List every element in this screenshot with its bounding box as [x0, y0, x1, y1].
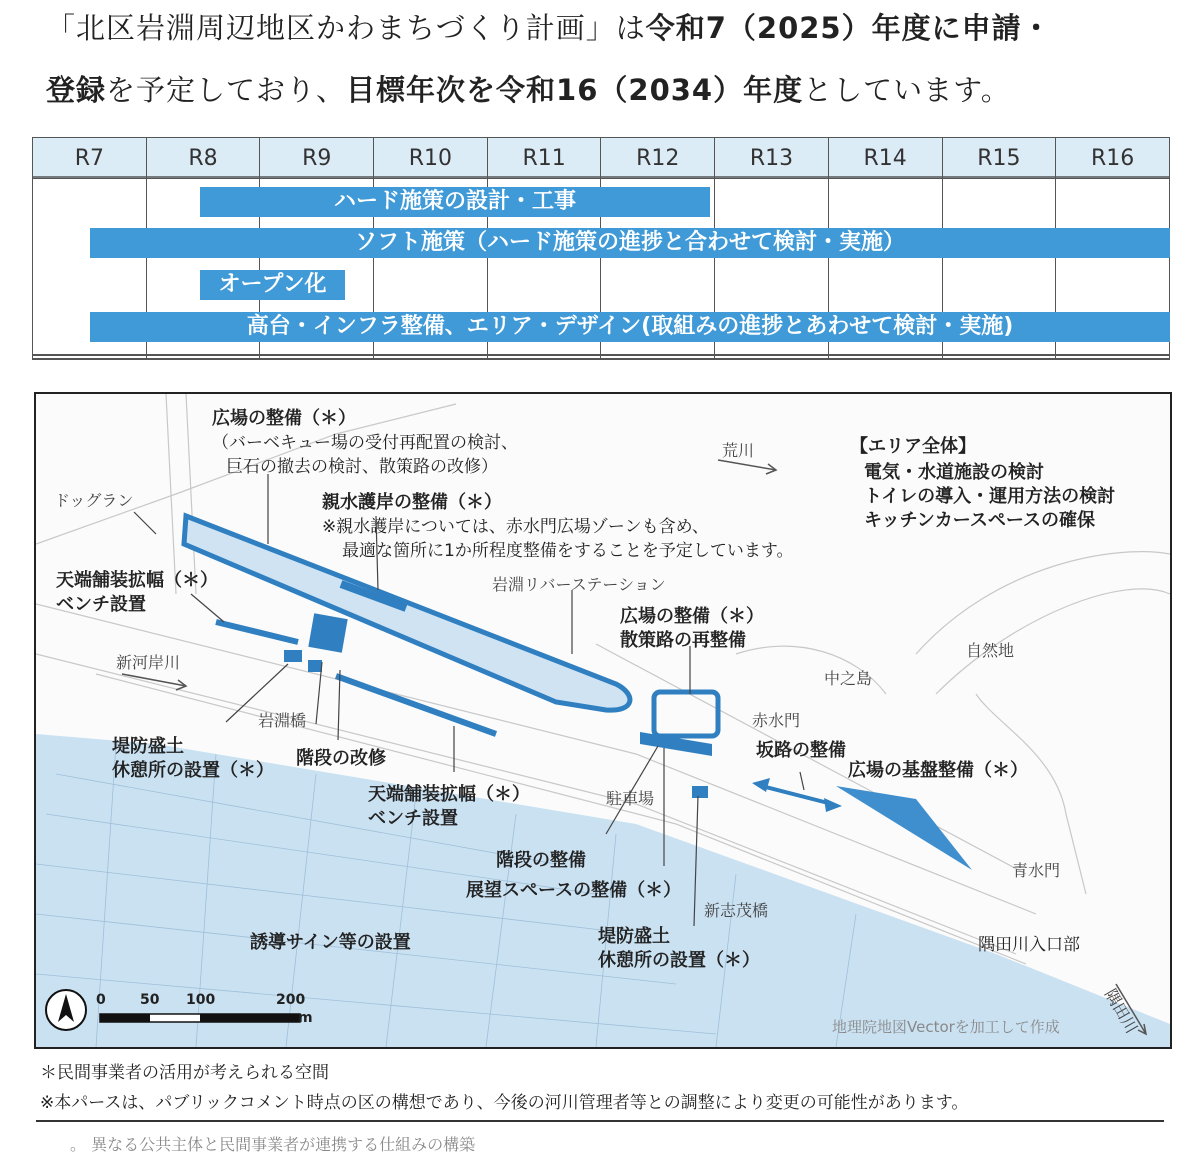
- schedule-header-row: [33, 138, 1170, 179]
- label-viewpoint: 展望スペースの整備（＊）: [466, 880, 682, 901]
- label-slope: 坂路の整備: [756, 740, 846, 761]
- scale-bar-black-seg: [200, 1014, 300, 1022]
- label-aosuimon: 青水門: [1012, 861, 1061, 880]
- intro-text-normal: を予定しており、: [106, 73, 347, 107]
- label-arakawa: 荒川: [722, 441, 755, 460]
- label-levee-rest-2b: 休憩所の設置（＊）: [598, 950, 760, 971]
- slope-arrow: [762, 786, 832, 804]
- note-2: ※本パースは、パブリックコメント時点の区の構想であり、今後の河川管理者等との調整により変更の可能性があります。: [40, 1093, 969, 1113]
- label-revetment-title: 親水護岸の整備（＊）: [322, 492, 502, 513]
- label-natural-area: 自然地: [966, 641, 1015, 660]
- label-plaza-2b: 散策路の再整備: [620, 630, 746, 651]
- label-dogrun: ドッグラン: [54, 491, 134, 510]
- scale-tick: 100: [186, 992, 216, 1008]
- label-iwabuchi-bridge: 岩淵橋: [258, 711, 307, 730]
- label-stairs-renovation: 階段の改修: [296, 748, 386, 769]
- label-sumida-entrance: 隅田川入口部: [978, 935, 1080, 955]
- levee-widening-2: [336, 676, 496, 734]
- label-sumida-river: 隅田川: [1100, 985, 1142, 1037]
- intro-text-bold: 登録: [46, 73, 107, 107]
- label-area-item: トイレの導入・運用方法の検討: [864, 486, 1116, 507]
- intro-text-normal: 「北区岩淵周辺地区かわまちづくり計画」は: [46, 11, 646, 45]
- label-levee-rest-2a: 堤防盛土: [598, 926, 670, 947]
- note-1: ＊民間事業者の活用が考えられる空間: [40, 1063, 329, 1083]
- intro-text-normal: としています。: [803, 73, 1011, 107]
- label-nakanoshima: 中之島: [824, 669, 873, 688]
- map-credit: 地理院地図Vectorを加工して作成: [832, 1018, 1060, 1036]
- scale-tick: 200: [276, 992, 306, 1008]
- year-header: R16: [1056, 138, 1170, 179]
- scale-tick: 50: [140, 992, 160, 1008]
- year-header: R8: [146, 138, 260, 179]
- area-map: [34, 392, 1172, 1049]
- label-area-item: 電気・水道施設の検討: [864, 462, 1044, 483]
- notes: [40, 1058, 968, 1118]
- label-shingashi-river: 新河岸川: [116, 653, 181, 672]
- slope-arrow-head-left: [752, 778, 770, 792]
- year-header: R15: [942, 138, 1056, 179]
- plaza-area-2: [654, 692, 718, 736]
- label-revetment-desc1: ※親水護岸については、赤水門広場ゾーンも含め、: [322, 517, 709, 537]
- label-levee-widening-2a: 天端舗装拡幅（＊）: [368, 784, 530, 805]
- label-levee-rest-1a: 堤防盛土: [112, 736, 184, 757]
- label-plaza-1-desc2: 巨石の撤去の検討、散策路の改修）: [226, 457, 498, 477]
- stairs-marker-1: [308, 613, 347, 652]
- schedule-bar-hard: ハード施策の設計・工事: [200, 187, 710, 217]
- label-plaza-2a: 広場の整備（＊）: [620, 606, 764, 627]
- schedule-bar-soft: ソフト施策（ハード施策の進捗と合わせて検討・実施）: [90, 228, 1170, 258]
- scale-bar-black-seg: [100, 1014, 150, 1022]
- divider: [36, 1120, 1164, 1122]
- label-area-item: キッチンカースペースの確保: [864, 510, 1095, 531]
- label-plaza-3: 広場の基盤整備（＊）: [848, 760, 1028, 781]
- plaza-area-3: [836, 786, 972, 870]
- year-header: R7: [33, 138, 147, 179]
- label-levee-widening-2b: ベンチ設置: [368, 808, 458, 829]
- scale-tick: 0: [96, 992, 106, 1008]
- levee-widening-1: [216, 622, 298, 642]
- slope-arrow-head-right: [824, 798, 842, 812]
- label-stairs-new: 階段の整備: [496, 850, 586, 871]
- year-header: R11: [487, 138, 601, 179]
- label-plaza-1-title: 広場の整備（＊）: [212, 408, 356, 429]
- label-akasuimon: 赤水門: [752, 711, 801, 730]
- label-parking: 駐車場: [606, 789, 655, 808]
- intro-line-1: [46, 6, 1052, 47]
- label-guide-signs: 誘導サイン等の設置: [250, 932, 411, 953]
- year-header: R9: [260, 138, 374, 179]
- year-header: R14: [828, 138, 942, 179]
- label-area-title: 【エリア全体】: [850, 436, 976, 457]
- label-levee-widening-1b: ベンチ設置: [56, 594, 146, 615]
- intro-line-2: [46, 68, 1011, 109]
- label-plaza-1-desc1: （バーベキュー場の受付再配置の検討、: [212, 433, 518, 453]
- scale-unit: m: [298, 1010, 313, 1026]
- year-header: R12: [601, 138, 715, 179]
- intro-text-bold: 令和7（2025）年度に申請・: [645, 11, 1052, 45]
- rest-area-marker-2: [308, 660, 322, 672]
- label-levee-widening-1a: 天端舗装拡幅（＊）: [56, 570, 218, 591]
- year-header: R10: [374, 138, 488, 179]
- year-header: R13: [715, 138, 829, 179]
- footer-fragment: 。 異なる公共主体と民間事業者が連携する仕組みの構築: [70, 1135, 476, 1154]
- label-shinshige-bridge: 新志茂橋: [704, 901, 769, 920]
- schedule-bar-infra: 高台・インフラ整備、エリア・デザイン(取組みの進捗とあわせて検討・実施): [90, 312, 1170, 342]
- rest-area-marker-3: [692, 786, 708, 798]
- label-levee-rest-1b: 休憩所の設置（＊）: [112, 760, 274, 781]
- label-revetment-desc2: 最適な箇所に1か所程度整備をすることを予定しています。: [342, 541, 794, 561]
- intro-text-bold: 目標年次を令和16（2034）年度: [346, 73, 804, 107]
- schedule-bar-open: オープン化: [200, 270, 345, 300]
- label-river-station: 岩淵リバーステーション: [492, 575, 666, 594]
- rest-area-marker-1: [284, 650, 302, 662]
